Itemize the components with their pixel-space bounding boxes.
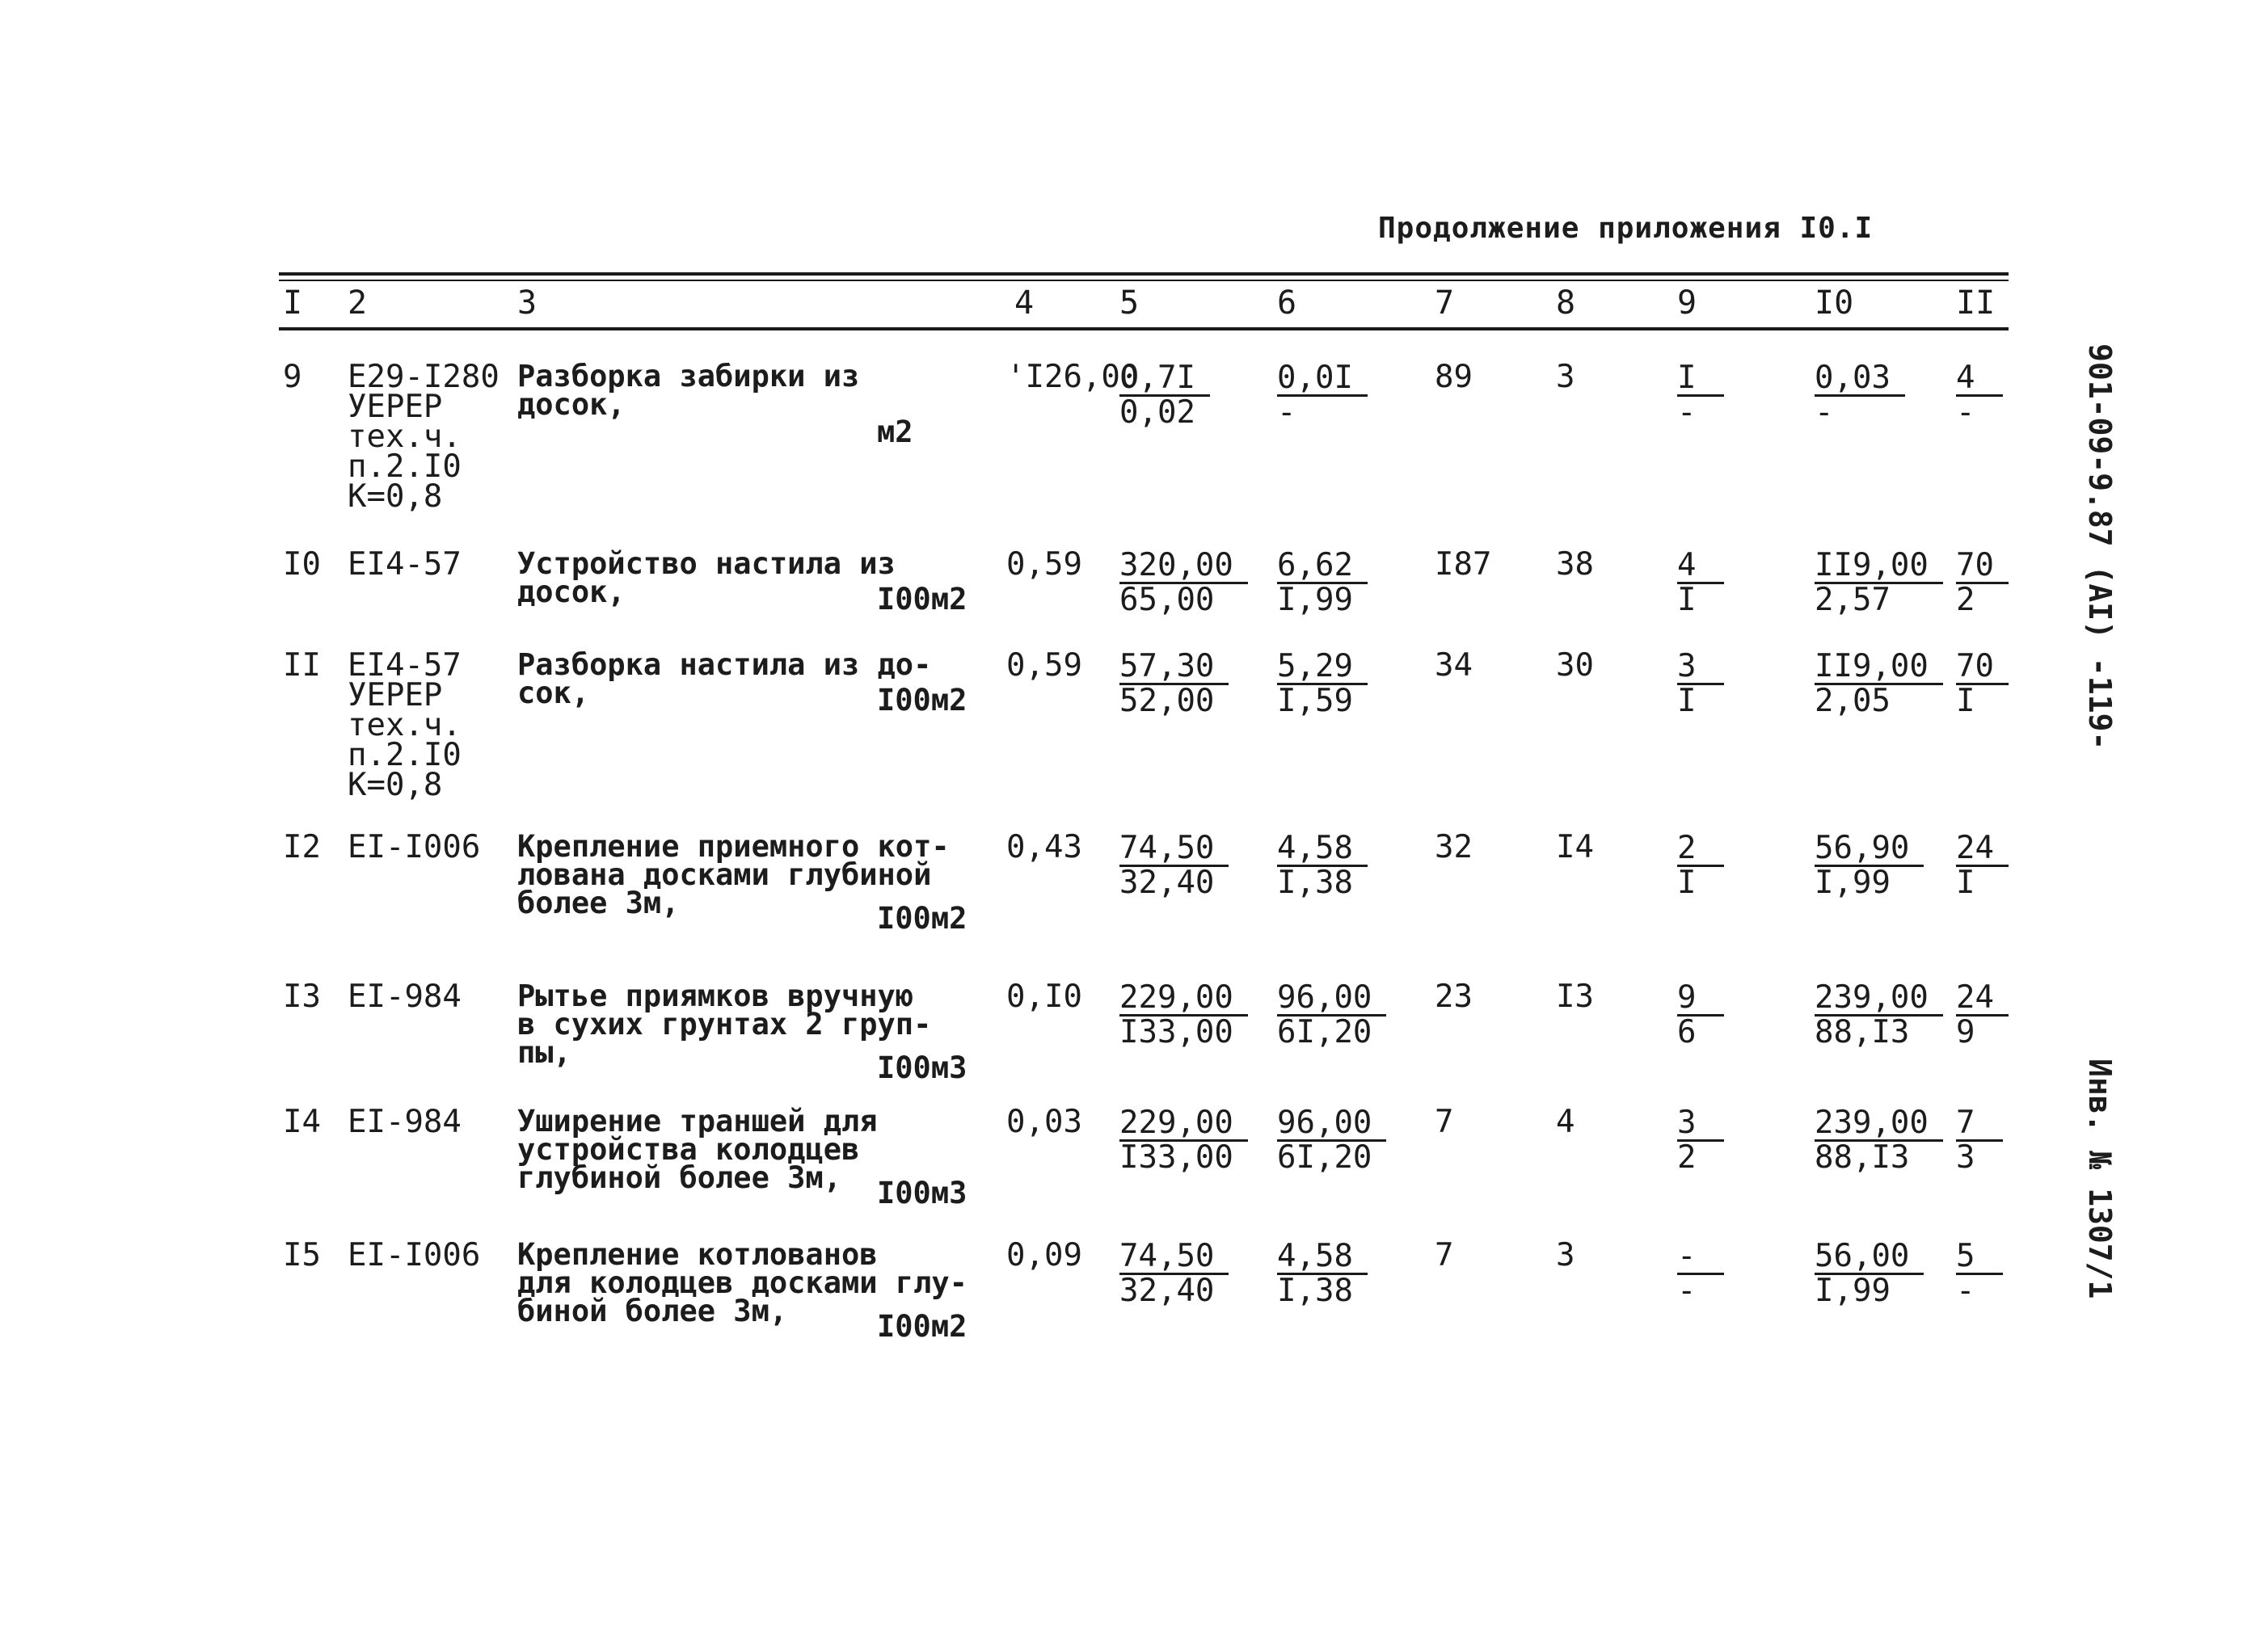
unit-cost-numerator: 57,30 [1119, 650, 1229, 685]
row-number: I5 [283, 1237, 321, 1273]
wage-cost-numerator: 96,00 [1277, 1107, 1386, 1142]
machine-cost-denominator: I [1677, 582, 1697, 618]
machine-cost-denominator: - [1677, 1273, 1697, 1309]
labor-cost-denominator: I,99 [1815, 865, 1891, 901]
unit-cost-denominator: 52,00 [1119, 683, 1215, 719]
labor-total-numerator: 4 [1956, 362, 2003, 397]
labor-cost [1815, 1107, 1943, 1174]
total-cost: 7 [1435, 1237, 1454, 1273]
unit-cost-denominator: I33,00 [1119, 1139, 1233, 1176]
rate-code: Е29-I280 УЕРЕР тех.ч. п.2.I0 К=0,8 [348, 359, 500, 515]
work-description: Крепление приемного кот- лована досками глубиной более 3м, [517, 829, 950, 920]
labor-total-denominator: 2 [1956, 582, 1975, 618]
machine-cost-denominator: I [1677, 865, 1697, 901]
wage-cost [1277, 650, 1368, 718]
wage-cost-denominator: I,38 [1277, 1273, 1353, 1309]
row-number: I4 [283, 1104, 321, 1140]
wage-cost-denominator: - [1277, 394, 1296, 431]
unit-cost [1119, 832, 1229, 899]
machine-cost [1677, 549, 1724, 617]
labor-cost [1815, 362, 1905, 429]
rate-code: ЕI-I006 [348, 829, 481, 865]
table-top-rule-thin [279, 280, 2009, 281]
side-stamp-inventory-number: Инв. № 1307/1 [2082, 1059, 2118, 1299]
unit-cost-denominator: 65,00 [1119, 582, 1215, 618]
work-description: Уширение траншей для устройства колодцев глубиной более 3м, [517, 1104, 878, 1195]
unit-cost [1119, 549, 1248, 617]
wage-cost-numerator: 6,62 [1277, 549, 1368, 584]
labor-total-numerator: 7 [1956, 1107, 2003, 1142]
quantity: 0,43 [1006, 829, 1082, 865]
unit-of-measure: м2 [877, 415, 913, 449]
labor-cost [1815, 549, 1943, 617]
machine-cost-numerator: - [1677, 1240, 1724, 1275]
labor-total-denominator: 3 [1956, 1139, 1975, 1176]
column-number-1: I [283, 284, 303, 322]
machine-cost [1677, 979, 1724, 1050]
wage-cost-numerator: 5,29 [1277, 650, 1368, 685]
labor-total [1956, 650, 2009, 718]
labor-cost-numerator: II9,00 [1815, 549, 1943, 584]
total-cost: 32 [1435, 829, 1473, 865]
unit-cost-numerator: 229,00 [1119, 1107, 1248, 1142]
rate-code: ЕI4-57 [348, 546, 462, 583]
wage-cost-denominator: I,38 [1277, 865, 1353, 901]
side-stamp-document-code: 901-09-9.87 (АI) -119- [2082, 343, 2118, 751]
unit-of-measure: I00м2 [877, 1309, 967, 1344]
wage-cost [1277, 1240, 1368, 1307]
machine-cost-denominator: 6 [1677, 1014, 1697, 1050]
wage-cost [1277, 549, 1368, 617]
labor-total-numerator: 5 [1956, 1240, 2003, 1275]
labor-cost [1815, 832, 1924, 899]
wage-cost-numerator: 4,58 [1277, 832, 1368, 867]
labor-cost-denominator: - [1815, 394, 1834, 431]
unit-of-measure: I00м3 [877, 1176, 967, 1210]
total-cost: 7 [1435, 1104, 1454, 1140]
rate-code: ЕI-984 [348, 979, 462, 1015]
total-wage: I3 [1556, 979, 1594, 1015]
row-number: I0 [283, 546, 321, 583]
row-number: 9 [283, 359, 302, 395]
machine-cost-numerator: 2 [1677, 832, 1724, 867]
wage-cost [1277, 979, 1386, 1050]
labor-total [1956, 1240, 2003, 1307]
labor-total-denominator: I [1956, 683, 1975, 719]
machine-cost-numerator: 3 [1677, 650, 1724, 685]
column-number-3: 3 [517, 284, 537, 322]
wage-cost-numerator: 0,0I [1277, 362, 1368, 397]
labor-total-denominator: - [1956, 394, 1975, 431]
machine-cost-denominator: - [1677, 394, 1697, 431]
unit-cost-numerator: 0,7I [1119, 362, 1210, 397]
column-number-4: 4 [1014, 284, 1035, 322]
labor-total [1956, 979, 2009, 1050]
column-number-5: 5 [1119, 284, 1140, 322]
total-wage: 3 [1556, 359, 1575, 395]
wage-cost [1277, 1107, 1386, 1174]
quantity: 'I26,00 [1006, 359, 1140, 395]
quantity: 0,I0 [1006, 979, 1082, 1015]
labor-cost-numerator: 239,00 [1815, 1107, 1943, 1142]
labor-cost-numerator: 56,00 [1815, 1240, 1924, 1275]
table-header-rule [279, 327, 2009, 330]
unit-cost [1119, 362, 1210, 429]
row-number: II [283, 647, 321, 684]
unit-cost-numerator: 74,50 [1119, 1240, 1229, 1275]
total-cost: 89 [1435, 359, 1473, 395]
machine-cost [1677, 832, 1724, 899]
unit-cost-numerator: 320,00 [1119, 549, 1248, 584]
wage-cost-denominator: I,59 [1277, 683, 1353, 719]
total-wage: 30 [1556, 647, 1594, 684]
labor-cost-numerator: II9,00 [1815, 650, 1943, 685]
unit-of-measure: I00м2 [877, 683, 967, 718]
rate-code: ЕI4-57 УЕРЕР тех.ч. п.2.I0 К=0,8 [348, 647, 462, 803]
total-wage: 38 [1556, 546, 1594, 583]
unit-cost [1119, 1107, 1248, 1174]
unit-cost-denominator: 32,40 [1119, 865, 1215, 901]
labor-cost [1815, 979, 1943, 1050]
column-number-8: 8 [1556, 284, 1576, 322]
column-number-2: 2 [348, 284, 368, 322]
unit-cost [1119, 979, 1248, 1050]
wage-cost-denominator: 6I,20 [1277, 1014, 1372, 1050]
quantity: 0,59 [1006, 546, 1082, 583]
total-cost: 34 [1435, 647, 1473, 684]
total-cost: I87 [1435, 546, 1492, 583]
work-description: Крепление котлованов для колодцев досками глу- биной более 3м, [517, 1237, 967, 1328]
labor-cost-numerator: 0,03 [1815, 362, 1905, 397]
unit-of-measure: I00м2 [877, 901, 967, 936]
labor-total [1956, 549, 2009, 617]
column-number-10: I0 [1815, 284, 1854, 322]
labor-cost-denominator: 88,I3 [1815, 1014, 1910, 1050]
total-wage: I4 [1556, 829, 1594, 865]
machine-cost-numerator: I [1677, 362, 1724, 397]
unit-cost-denominator: 0,02 [1119, 394, 1195, 431]
machine-cost-denominator: 2 [1677, 1139, 1697, 1176]
labor-cost-denominator: I,99 [1815, 1273, 1891, 1309]
labor-total [1956, 832, 2009, 899]
row-number: I2 [283, 829, 321, 865]
unit-of-measure: I00м2 [877, 582, 967, 617]
column-number-11: II [1956, 284, 1996, 322]
total-wage: 4 [1556, 1104, 1575, 1140]
labor-total-numerator: 24 [1956, 832, 2009, 867]
labor-total-numerator: 24 [1956, 982, 2009, 1017]
labor-total [1956, 1107, 2003, 1174]
labor-total-denominator: 9 [1956, 1014, 1975, 1050]
wage-cost [1277, 362, 1368, 429]
rate-code: ЕI-984 [348, 1104, 462, 1140]
labor-cost-denominator: 2,57 [1815, 582, 1891, 618]
total-wage: 3 [1556, 1237, 1575, 1273]
work-description: Рытье приямков вручную в сухих грунтах 2 груп- пы, [517, 979, 932, 1070]
row-number: I3 [283, 979, 321, 1015]
continuation-note: Продолжение приложения I0.I [1378, 212, 1874, 245]
labor-cost-denominator: 2,05 [1815, 683, 1891, 719]
machine-cost [1677, 362, 1724, 429]
unit-cost-denominator: 32,40 [1119, 1273, 1215, 1309]
machine-cost [1677, 1240, 1724, 1307]
unit-cost-denominator: I33,00 [1119, 1014, 1233, 1050]
column-number-7: 7 [1435, 284, 1455, 322]
column-number-9: 9 [1677, 284, 1697, 322]
labor-total [1956, 362, 2003, 429]
wage-cost-denominator: 6I,20 [1277, 1139, 1372, 1176]
work-description: Устройство настила из досок, [517, 546, 896, 609]
table-top-rule [279, 272, 2009, 276]
unit-of-measure: I00м3 [877, 1050, 967, 1085]
labor-cost [1815, 650, 1943, 718]
work-description: Разборка настила из до- сок, [517, 647, 932, 710]
total-cost: 23 [1435, 979, 1473, 1015]
machine-cost-numerator: 4 [1677, 549, 1724, 584]
column-number-6: 6 [1277, 284, 1297, 322]
unit-cost-numerator: 74,50 [1119, 832, 1229, 867]
labor-cost-numerator: 239,00 [1815, 982, 1943, 1017]
labor-cost [1815, 1240, 1924, 1307]
machine-cost [1677, 1107, 1724, 1174]
quantity: 0,09 [1006, 1237, 1082, 1273]
unit-cost [1119, 1240, 1229, 1307]
labor-total-numerator: 70 [1956, 650, 2009, 685]
unit-cost [1119, 650, 1229, 718]
labor-cost-numerator: 56,90 [1815, 832, 1924, 867]
labor-total-denominator: - [1956, 1273, 1975, 1309]
labor-cost-denominator: 88,I3 [1815, 1139, 1910, 1176]
labor-total-denominator: I [1956, 865, 1975, 901]
wage-cost-denominator: I,99 [1277, 582, 1353, 618]
machine-cost-numerator: 9 [1677, 982, 1724, 1017]
unit-cost-numerator: 229,00 [1119, 982, 1248, 1017]
wage-cost [1277, 832, 1368, 899]
machine-cost-denominator: I [1677, 683, 1697, 719]
machine-cost-numerator: 3 [1677, 1107, 1724, 1142]
labor-total-numerator: 70 [1956, 549, 2009, 584]
quantity: 0,03 [1006, 1104, 1082, 1140]
machine-cost [1677, 650, 1724, 718]
wage-cost-numerator: 4,58 [1277, 1240, 1368, 1275]
work-description: Разборка забирки из досок, [517, 359, 860, 422]
rate-code: ЕI-I006 [348, 1237, 481, 1273]
quantity: 0,59 [1006, 647, 1082, 684]
wage-cost-numerator: 96,00 [1277, 982, 1386, 1017]
